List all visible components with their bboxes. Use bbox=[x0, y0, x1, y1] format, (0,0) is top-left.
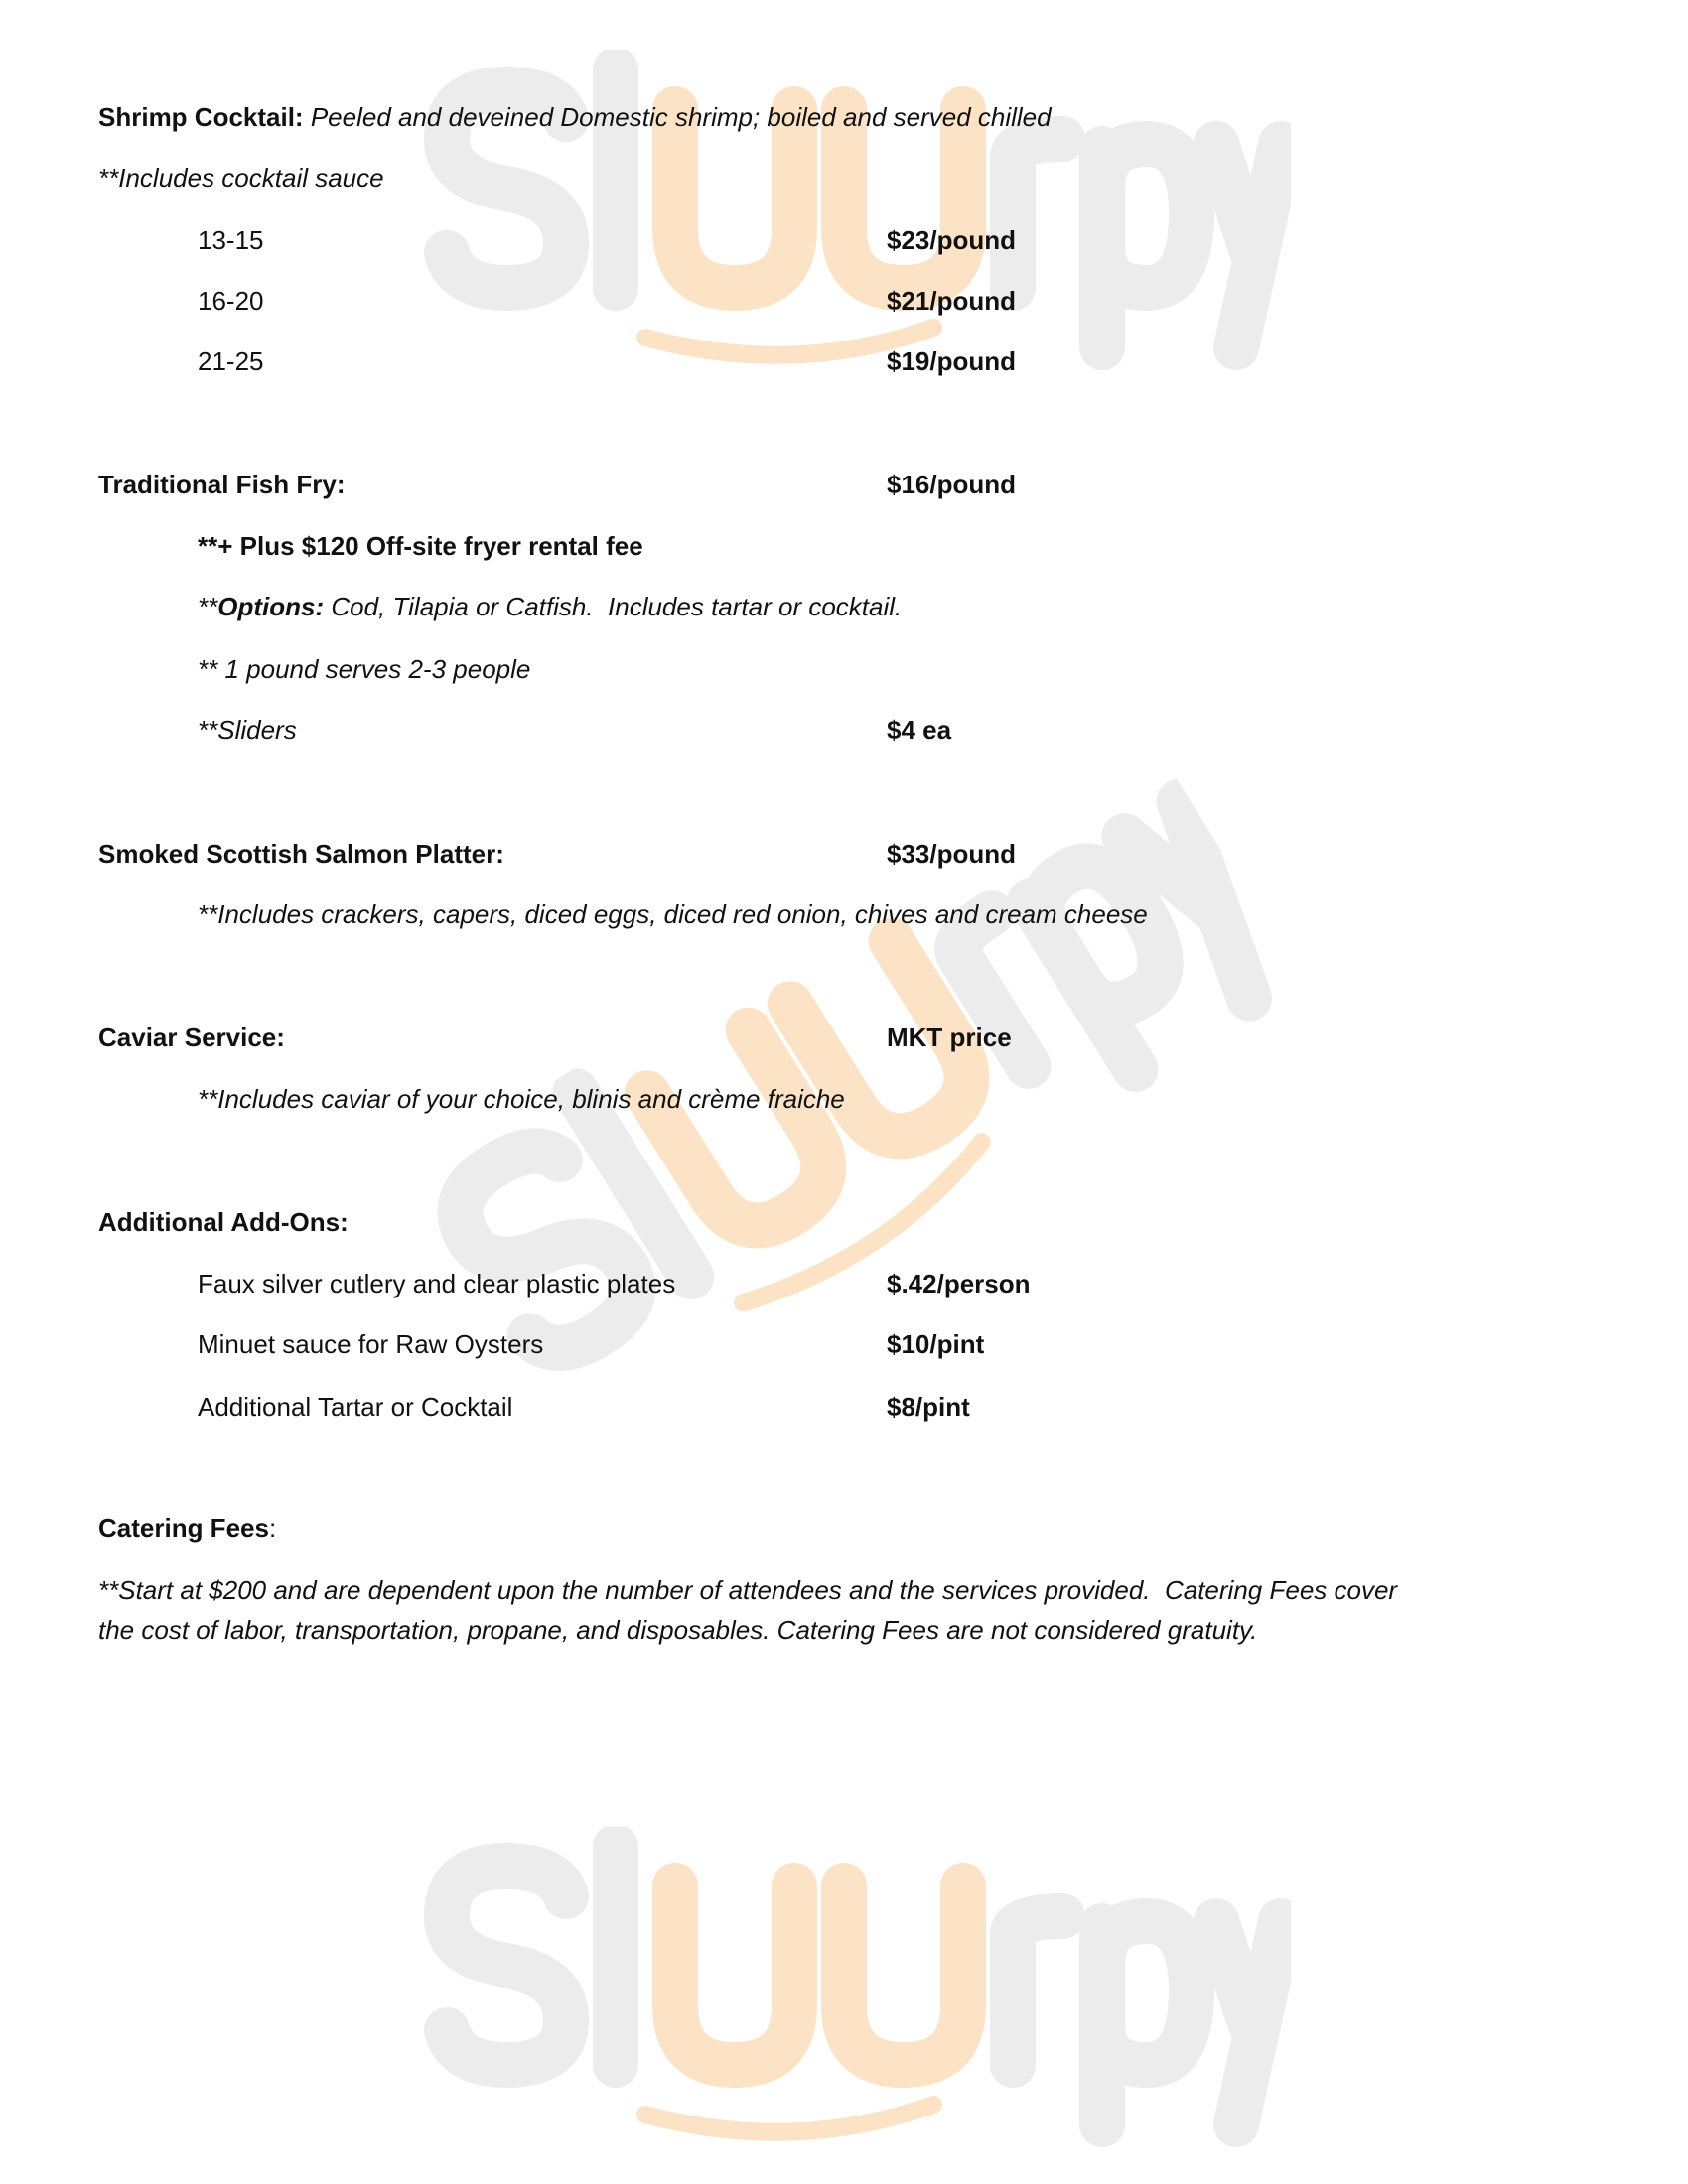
addon-name: Minuet sauce for Raw Oysters bbox=[198, 1329, 544, 1359]
catering-colon: : bbox=[268, 1513, 277, 1543]
sliders-label: **Sliders bbox=[198, 715, 297, 745]
shrimp-price: $19/pound bbox=[887, 346, 1017, 376]
fish-fry-price: $16/pound bbox=[887, 470, 1017, 499]
salmon-title: Smoked Scottish Salmon Platter: bbox=[98, 839, 504, 869]
addon-name: Additional Tartar or Cocktail bbox=[198, 1392, 513, 1422]
catering-line-2: the cost of labor, transportation, propane, and disposables. Catering Fees are not considered gratuity. bbox=[98, 1615, 1258, 1645]
fish-fry-title: Traditional Fish Fry: bbox=[98, 470, 346, 499]
fish-fry-options bbox=[198, 591, 902, 622]
caviar-price: MKT price bbox=[887, 1023, 1012, 1052]
catering-heading bbox=[98, 1512, 276, 1544]
catering-line-1: **Start at $200 and are dependent upon the number of attendees and the services provided. Catering Fees cover bbox=[98, 1575, 1398, 1605]
salmon-note: **Includes crackers, capers, diced eggs, diced red onion, chives and cream cheese bbox=[198, 899, 1148, 929]
watermark-logo-top bbox=[417, 50, 1291, 377]
options-text: Cod, Tilapia or Catfish. Includes tartar or cocktail. bbox=[324, 592, 903, 621]
shrimp-price: $23/pound bbox=[887, 225, 1017, 255]
shrimp-desc: Peeled and deveined Domestic shrimp; boiled and served chilled bbox=[310, 102, 1052, 132]
addon-price: $.42/person bbox=[887, 1269, 1031, 1298]
watermark-logo-bottom bbox=[417, 1827, 1291, 2154]
addons-title: Additional Add-Ons: bbox=[98, 1207, 349, 1237]
shrimp-size: 16-20 bbox=[198, 286, 264, 316]
addon-price: $10/pint bbox=[887, 1329, 985, 1359]
shrimp-heading bbox=[98, 101, 1052, 133]
shrimp-price: $21/pound bbox=[887, 286, 1017, 316]
options-prefix: ** bbox=[198, 592, 218, 621]
shrimp-size: 21-25 bbox=[198, 346, 264, 376]
options-label: Options: bbox=[217, 592, 325, 621]
salmon-price: $33/pound bbox=[887, 839, 1017, 869]
shrimp-size: 13-15 bbox=[198, 225, 264, 255]
caviar-note: **Includes caviar of your choice, blinis and crème fraiche bbox=[198, 1084, 845, 1114]
sliders-price: $4 ea bbox=[887, 715, 952, 745]
fish-fry-fee: **+ Plus $120 Off-site fryer rental fee bbox=[198, 531, 643, 561]
caviar-title: Caviar Service: bbox=[98, 1023, 285, 1052]
catering-title: Catering Fees bbox=[98, 1513, 269, 1543]
fish-fry-serves: ** 1 pound serves 2-3 people bbox=[198, 654, 531, 684]
addon-name: Faux silver cutlery and clear plastic plates bbox=[198, 1269, 676, 1298]
shrimp-note: **Includes cocktail sauce bbox=[98, 163, 384, 193]
shrimp-title: Shrimp Cocktail: bbox=[98, 102, 304, 132]
addon-price: $8/pint bbox=[887, 1392, 970, 1422]
